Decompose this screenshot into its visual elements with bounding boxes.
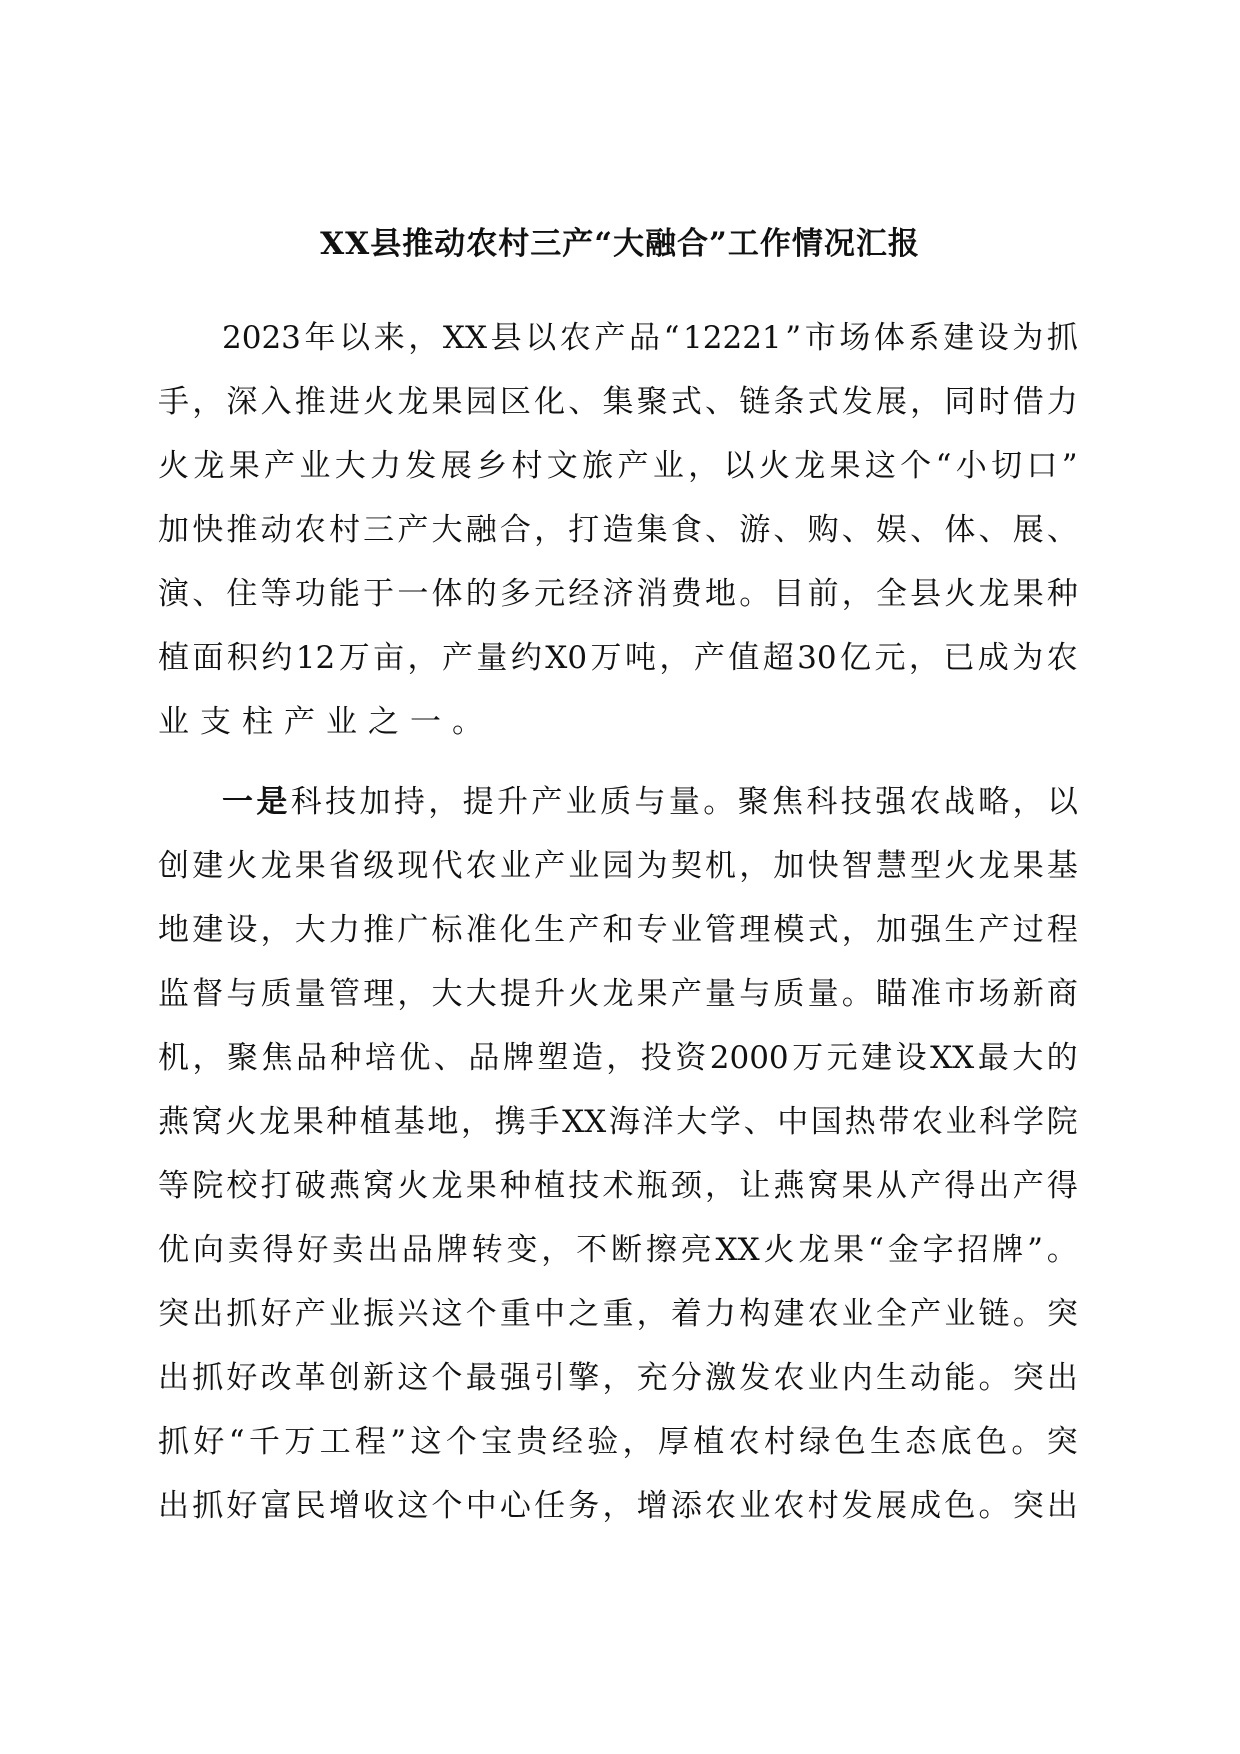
paragraph-line: 一 是 科 技 加 持 ， 提 升 产 业 质 与 量 。 聚 焦 科 技 强 农 战 略 ， 以: [222, 770, 1078, 834]
paragraph-line: 突 出 抓 好 产 业 振 兴 这 个 重 中 之 重 ， 着 力 构 建 农 业 全 产 业 链 。 突: [158, 1296, 1078, 1332]
paragraph-line: 抓 好 “ 千 万 工 程 ” 这 个 宝 贵 经 验 ， 厚 植 农 村 绿 色 生 态 底 色 。 突: [158, 1424, 1078, 1460]
paragraph-line: 优 向 卖 得 好 卖 出 品 牌 转 变 ， 不 断 擦 亮 XX 火 龙 果 “ 金 字 招 牌 ” 。: [158, 1232, 1078, 1268]
paragraph-line: 地 建 设 ， 大 力 推 广 标 准 化 生 产 和 专 业 管 理 模 式 ， 加 强 生 产 过 程: [158, 912, 1078, 948]
paragraph-line: 监 督 与 质 量 管 理 ， 大 大 提 升 火 龙 果 产 量 与 质 量 。 瞄 准 市 场 新 商: [158, 976, 1078, 1012]
paragraph-line: 等 院 校 打 破 燕 窝 火 龙 果 种 植 技 术 瓶 颈 ， 让 燕 窝 果 从 产 得 出 产 得: [158, 1168, 1078, 1204]
paragraph-line: 植 面 积 约 12 万 亩 ， 产 量 约 X0 万 吨 ， 产 值 超 30 亿 元 ， 已 成 为 农: [158, 640, 1078, 676]
paragraph-line: 创 建 火 龙 果 省 级 现 代 农 业 产 业 园 为 契 机 ， 加 快 智 慧 型 火 龙 果 基: [158, 848, 1078, 884]
document-title: XX县推动农村三产“大融合”工作情况汇报: [320, 226, 920, 262]
paragraph-line: 演 、 住 等 功 能 于 一 体 的 多 元 经 济 消 费 地 。 目 前 ， 全 县 火 龙 果 种: [158, 576, 1078, 612]
paragraph-line: 2023 年 以 来 ， XX 县 以 农 产 品 “ 12221 ” 市 场 体 系 建 设 为 抓: [222, 320, 1078, 356]
paragraph-line: 手 ， 深 入 推 进 火 龙 果 园 区 化 、 集 聚 式 、 链 条 式 发 展 ， 同 时 借 力: [158, 384, 1078, 420]
paragraph-line: 机 ， 聚 焦 品 种 培 优 、 品 牌 塑 造 ， 投 资 2000 万 元 建 设 XX 最 大 的: [158, 1040, 1078, 1076]
paragraph-line: 加 快 推 动 农 村 三 产 大 融 合 ， 打 造 集 食 、 游 、 购 、 娱 、 体 、 展 、: [158, 512, 1078, 548]
paragraph-line: 业支柱产业之一。: [158, 704, 494, 740]
paragraph-line: 燕 窝 火 龙 果 种 植 基 地 ， 携 手 XX 海 洋 大 学 、 中 国 热 带 农 业 科 学 院: [158, 1104, 1078, 1140]
paragraph-line: 火 龙 果 产 业 大 力 发 展 乡 村 文 旅 产 业 ， 以 火 龙 果 这 个 “ 小 切 口 ”: [158, 448, 1078, 484]
paragraph-lead-glyph: 一: [222, 784, 253, 820]
paragraph-line: 出 抓 好 富 民 增 收 这 个 中 心 任 务 ， 增 添 农 业 农 村 发 展 成 色 。 突 出: [158, 1488, 1078, 1524]
paragraph-lead-glyph: 是: [256, 784, 288, 820]
paragraph-line: 出 抓 好 改 革 创 新 这 个 最 强 引 擎 ， 充 分 激 发 农 业 内 生 动 能 。 突 出: [158, 1360, 1078, 1396]
